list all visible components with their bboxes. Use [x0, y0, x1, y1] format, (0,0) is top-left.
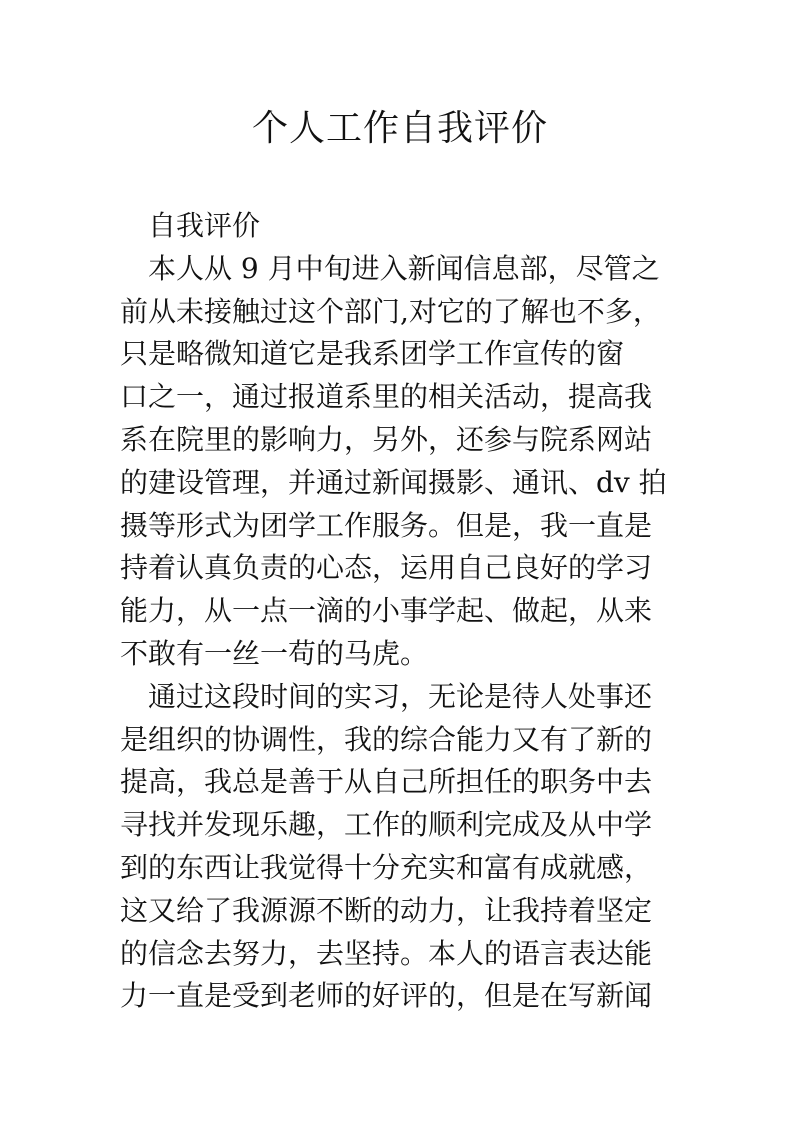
paragraph-line: 这又给了我源源不断的动力，让我持着坚定: [120, 893, 653, 927]
document-title: 个人工作自我评价: [251, 108, 548, 149]
paragraph-line: 能力，从一点一滴的小事学起、做起，从来: [120, 594, 653, 628]
paragraph-line: 寻找并发现乐趣，工作的顺利完成及从中学: [120, 808, 653, 842]
document-body: [120, 205, 680, 1018]
paragraph-line: 的信念去努力，去坚持。本人的语言表达能: [120, 936, 653, 970]
paragraph-line: 摄等形式为团学工作服务。但是，我一直是: [120, 508, 653, 542]
paragraph-line: 口之一，通过报道系里的相关活动，提高我: [120, 380, 653, 414]
paragraph-line: 到的东西让我觉得十分充实和富有成就感，: [120, 850, 653, 884]
paragraph-line: 前从未接触过这个部门,对它的了解也不多，: [120, 294, 661, 328]
paragraph-line: 是组织的协调性，我的综合能力又有了新的: [120, 722, 653, 756]
paragraph-line: 通过这段时间的实习，无论是待人处事还: [148, 679, 653, 713]
section-heading: 自我评价: [148, 209, 261, 242]
paragraph-line: 提高，我总是善于从自己所担任的职务中去: [120, 765, 653, 799]
paragraph-line: 的建设管理，并通过新闻摄影、通讯、dv 拍: [120, 465, 667, 499]
paragraph-line: 不敢有一丝一苟的马虎。: [120, 636, 429, 670]
paragraph-line: 本人从 9 月中旬进入新闻信息部，尽管之: [148, 251, 660, 285]
paragraph-line: 力一直是受到老师的好评的，但是在写新闻: [120, 979, 653, 1013]
paragraph-line: 持着认真负责的心态，运用自己良好的学习: [120, 551, 653, 585]
paragraph-line: 只是略微知道它是我系团学工作宣传的窗: [120, 337, 625, 371]
paragraph-line: 系在院里的影响力，另外，还参与院系网站: [120, 422, 653, 456]
